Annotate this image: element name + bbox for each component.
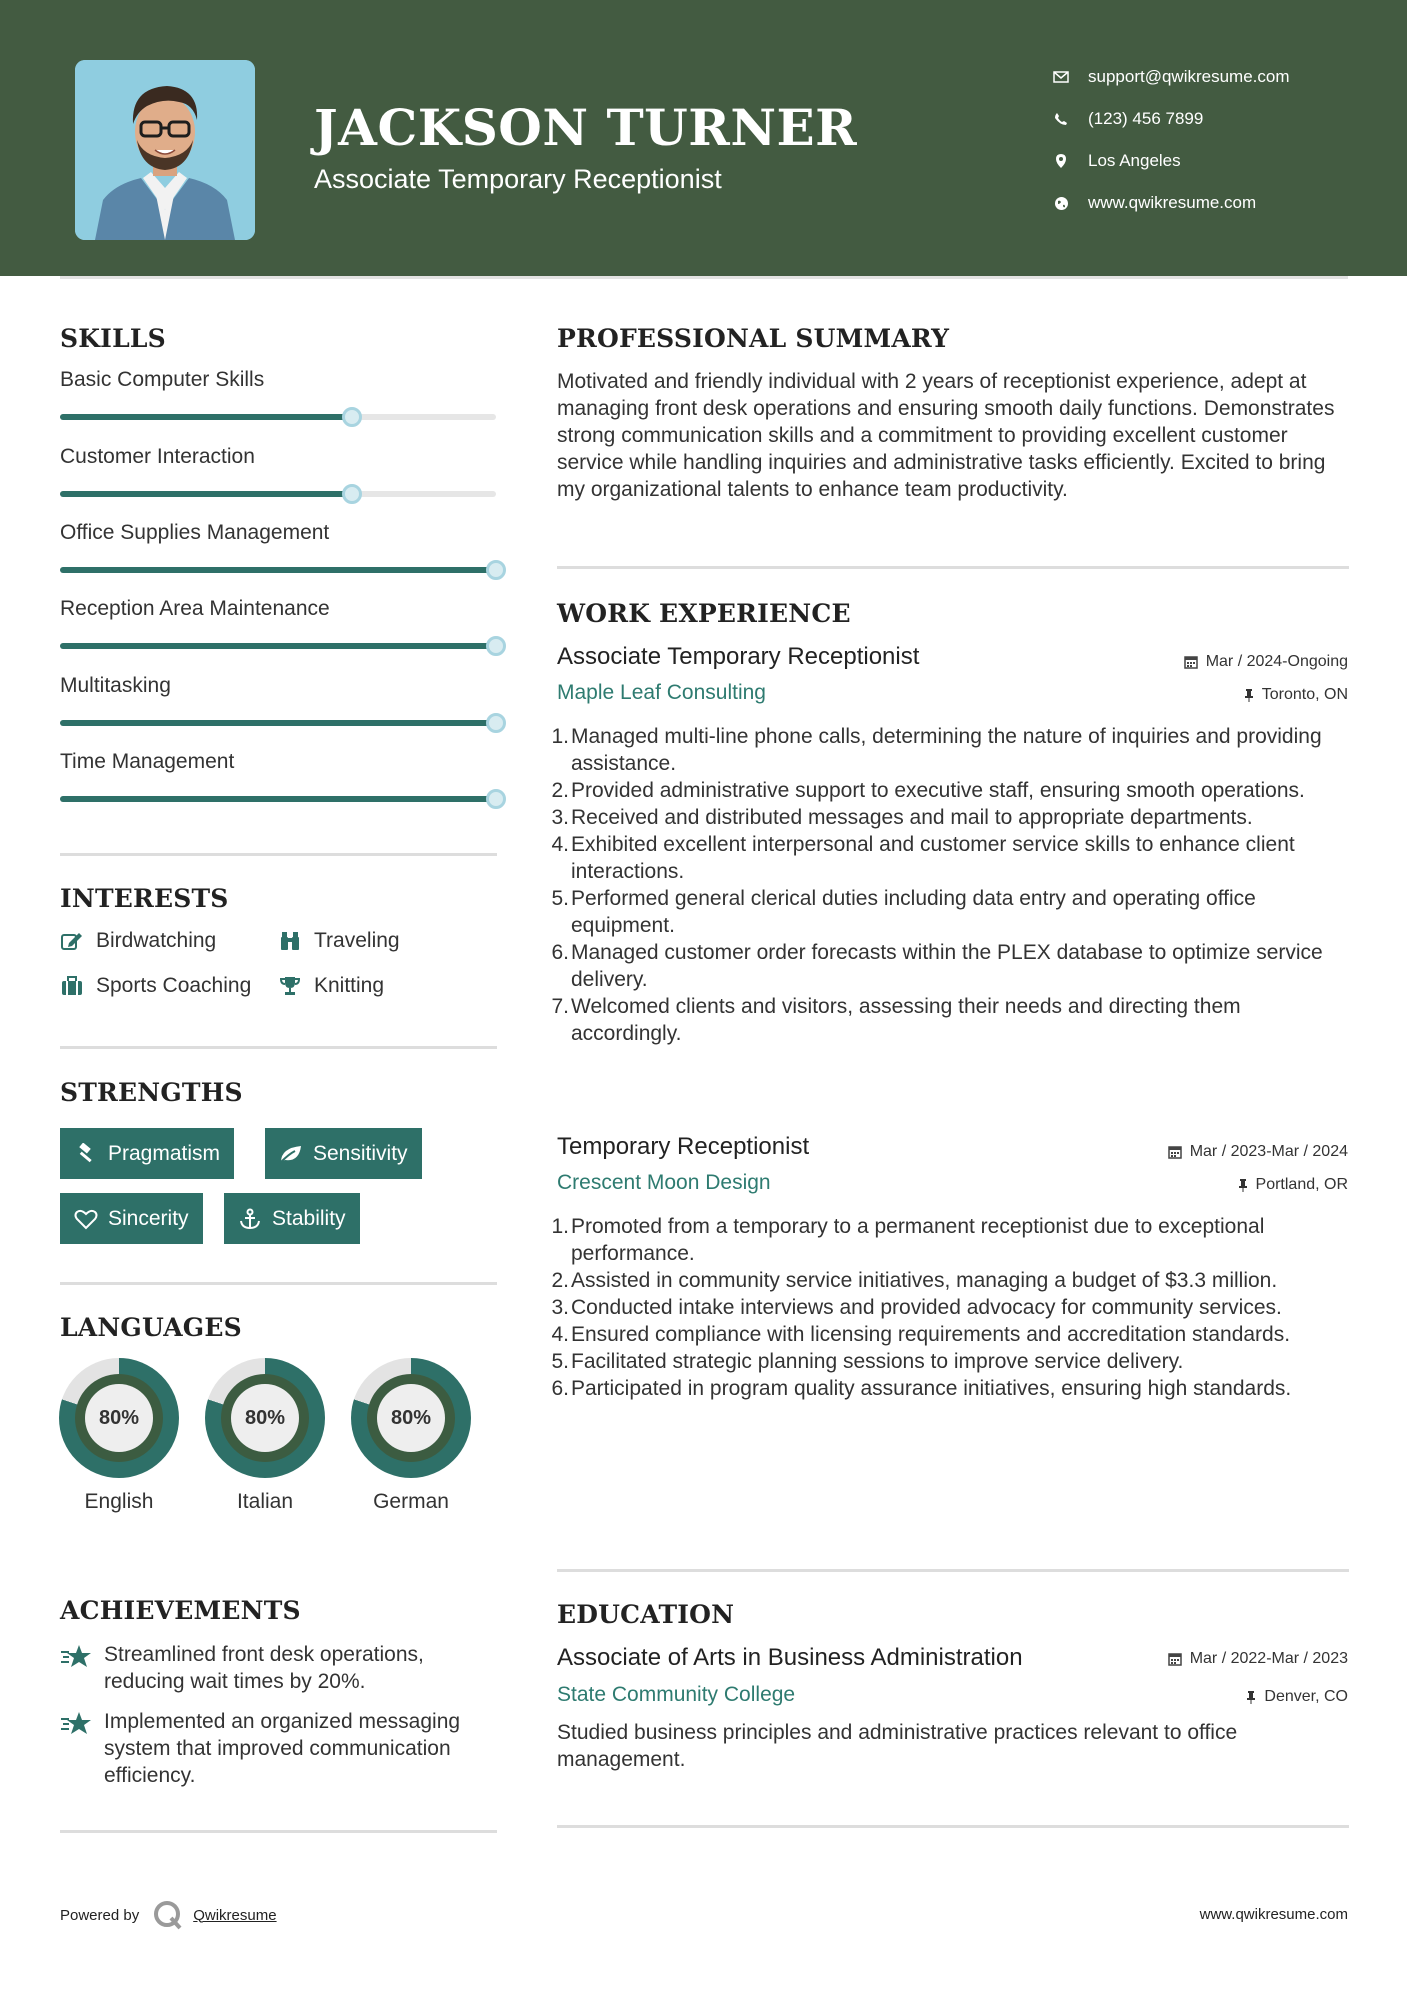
duty-text: Facilitated strategic planning sessions to improve service delivery. (571, 1350, 1184, 1373)
language-name: English (84, 1490, 154, 1513)
job-location-text: Toronto, ON (1261, 686, 1348, 703)
duty-text: Welcomed clients and visitors, assessing their needs and directing them accordingly. (571, 995, 1241, 1045)
duty-item: 2. Assisted in community service initiatives, managing a budget of $3.3 million. (557, 1267, 1349, 1294)
trophy-icon (278, 974, 302, 998)
job-duties (551, 723, 1349, 1047)
duty-item: 5. Performed general clerical duties including data entry and operating office equipment. (557, 885, 1349, 939)
candidate-name: JACKSON TURNER (314, 98, 858, 157)
section-divider (557, 1825, 1349, 1828)
strength-label: Pragmatism (108, 1141, 221, 1165)
duty-item: 6. Participated in program quality assurance initiatives, ensuring high standards. (557, 1375, 1349, 1402)
job-dates (1168, 1143, 1348, 1161)
footer-website[interactable]: www.qwikresume.com (1199, 1906, 1348, 1923)
achievements-heading: ACHIEVEMENTS (60, 1596, 301, 1625)
interest-label: Knitting (314, 974, 385, 997)
summary-text: Motivated and friendly individual with 2 years of receptionist experience, adept at managing front desk operations and ensuring smooth daily functions. Demonstrates strong communication skills and a commitment to providing excellent customer service while handling inquiries and administrative tasks efficiently. Excited to bring my organizational talents to enhance team productivity. (557, 370, 1335, 501)
strength-tag (60, 1193, 203, 1244)
achievement-item (60, 1641, 500, 1695)
profile-photo (75, 60, 255, 240)
binoculars-icon (278, 929, 302, 953)
contact-list (1050, 56, 1290, 224)
star-icon (60, 1708, 92, 1789)
pin-icon (1246, 1690, 1256, 1704)
education-description: Studied business principles and administrative practices relevant to office management. (557, 1721, 1238, 1771)
calendar-icon (1184, 655, 1198, 669)
education-location-text: Denver, CO (1264, 1688, 1348, 1705)
job-dates-text: Mar / 2023-Mar / 2024 (1189, 1143, 1348, 1160)
duty-item: 1. Promoted from a temporary to a permanent receptionist due to exceptional performance. (557, 1213, 1349, 1267)
education-heading: EDUCATION (557, 1600, 735, 1629)
job-dates-text: Mar / 2024-Ongoing (1205, 653, 1348, 670)
language-percent: 80% (231, 1384, 299, 1452)
contact-website[interactable] (1050, 182, 1290, 224)
section-divider (60, 1282, 497, 1285)
candidate-role: Associate Temporary Receptionist (314, 164, 722, 194)
education-dates (1168, 1650, 1348, 1668)
skill-label: Customer Interaction (60, 445, 255, 468)
duty-item: 3. Conducted intake interviews and provided advocacy for community services. (557, 1294, 1349, 1321)
language-name: German (373, 1490, 449, 1513)
duty-text: Ensured compliance with licensing requirements and accreditation standards. (571, 1323, 1291, 1346)
skill-bar (60, 567, 496, 573)
skill-bar-fill (60, 643, 496, 649)
strength-tag (60, 1128, 234, 1179)
language-item (351, 1358, 471, 1514)
language-percent: 80% (85, 1384, 153, 1452)
globe-icon (1050, 196, 1072, 211)
contact-website-text: www.qwikresume.com (1088, 193, 1257, 212)
duty-item: 5. Facilitated strategic planning sessions to improve service delivery. (557, 1348, 1349, 1375)
skill-bar-knob (486, 560, 506, 580)
envelope-icon (1050, 71, 1072, 83)
skill-bar (60, 414, 496, 420)
job-title: Temporary Receptionist (557, 1133, 810, 1160)
skill-bar (60, 796, 496, 802)
duty-item: 6. Managed customer order forecasts within the PLEX database to optimize service delivery. (557, 939, 1349, 993)
interest-label: Birdwatching (96, 929, 217, 952)
duty-text: Provided administrative support to executive staff, ensuring smooth operations. (571, 779, 1305, 802)
qwikresume-link[interactable]: Qwikresume (193, 1906, 277, 1924)
duty-text: Performed general clerical duties including data entry and operating office equipment. (571, 887, 1256, 937)
pin-icon (1244, 688, 1254, 702)
skill-label: Time Management (60, 750, 235, 773)
duty-item: 7. Welcomed clients and visitors, assessing their needs and directing them accordingly. (557, 993, 1349, 1047)
interests-heading: INTERESTS (60, 884, 229, 913)
header-divider (60, 276, 1348, 279)
strength-label: Sensitivity (313, 1141, 408, 1165)
section-divider (557, 566, 1349, 569)
resume-header (0, 0, 1407, 276)
contact-location-text: Los Angeles (1088, 151, 1181, 170)
job-dates (1184, 653, 1348, 671)
company-name: Crescent Moon Design (557, 1171, 771, 1194)
heart-icon (74, 1207, 98, 1231)
contact-email-text: support@qwikresume.com (1088, 67, 1290, 86)
company-name: Maple Leaf Consulting (557, 681, 766, 704)
phone-icon (1050, 112, 1072, 126)
skill-bar-fill (60, 567, 496, 573)
section-divider (60, 1830, 497, 1833)
leaf-icon (279, 1142, 303, 1166)
summary-heading: PROFESSIONAL SUMMARY (557, 324, 950, 353)
contact-phone[interactable] (1050, 98, 1290, 140)
education-dates-text: Mar / 2022-Mar / 2023 (1189, 1650, 1348, 1667)
powered-by-text: Powered by (60, 1906, 140, 1924)
strength-label: Stability (272, 1206, 346, 1230)
interest-label: Sports Coaching (96, 974, 252, 997)
section-divider (557, 1569, 1349, 1572)
skill-bar-knob (486, 636, 506, 656)
strengths-heading: STRENGTHS (60, 1078, 243, 1107)
school-name: State Community College (557, 1683, 796, 1706)
calendar-icon (1168, 1145, 1182, 1159)
duty-item: 3. Received and distributed messages and mail to appropriate departments. (557, 804, 1349, 831)
language-percent: 80% (377, 1384, 445, 1452)
languages-heading: LANGUAGES (60, 1313, 242, 1342)
duty-text: Managed multi-line phone calls, determining the nature of inquiries and providing assistance. (571, 725, 1322, 775)
skill-label: Multitasking (60, 674, 171, 697)
skill-bar-knob (486, 713, 506, 733)
degree-title: Associate of Arts in Business Administration (557, 1644, 1023, 1671)
interest-item (60, 929, 216, 953)
skill-label: Basic Computer Skills (60, 368, 265, 391)
achievement-text: Streamlined front desk operations, reducing wait times by 20%. (104, 1643, 424, 1693)
contact-phone-text: (123) 456 7899 (1088, 109, 1204, 128)
skill-bar (60, 643, 496, 649)
duty-text: Managed customer order forecasts within the PLEX database to optimize service delivery. (571, 941, 1323, 991)
education-location (1246, 1688, 1348, 1706)
skill-bar (60, 720, 496, 726)
calendar-icon (1168, 1652, 1182, 1666)
contact-email[interactable] (1050, 56, 1290, 98)
job-duties (551, 1213, 1349, 1402)
duty-text: Promoted from a temporary to a permanent receptionist due to exceptional performance. (571, 1215, 1265, 1265)
interest-item (278, 974, 384, 998)
language-name: Italian (236, 1490, 294, 1513)
duty-item: 1. Managed multi-line phone calls, determining the nature of inquiries and providing assistance. (557, 723, 1349, 777)
briefcase-icon (60, 974, 84, 998)
gavel-icon (74, 1142, 98, 1166)
job-location-text: Portland, OR (1255, 1176, 1348, 1193)
experience-heading: WORK EXPERIENCE (557, 599, 851, 628)
duty-item: 4. Ensured compliance with licensing requirements and accreditation standards. (557, 1321, 1349, 1348)
skills-heading: SKILLS (60, 324, 166, 353)
section-divider (60, 853, 497, 856)
achievement-text: Implemented an organized messaging system that improved communication efficiency. (104, 1710, 461, 1787)
skill-bar (60, 491, 496, 497)
duty-item: 4. Exhibited excellent interpersonal and customer service skills to enhance client interactions. (557, 831, 1349, 885)
interest-item (60, 974, 251, 998)
duty-text: Exhibited excellent interpersonal and customer service skills to enhance client interactions. (571, 833, 1295, 883)
job-location (1244, 686, 1348, 704)
skill-bar-knob (342, 484, 362, 504)
skill-bar-knob (342, 407, 362, 427)
skill-label: Office Supplies Management (60, 521, 330, 544)
location-icon (1050, 153, 1072, 169)
job-title: Associate Temporary Receptionist (557, 643, 920, 670)
language-donut (205, 1358, 325, 1478)
pin-icon (1238, 1178, 1248, 1192)
footer-powered-by (60, 1900, 277, 1930)
star-icon (60, 1641, 92, 1695)
strength-tag (265, 1128, 422, 1179)
duty-text: Participated in program quality assurance initiatives, ensuring high standards. (571, 1377, 1292, 1400)
language-donut (59, 1358, 179, 1478)
duty-text: Received and distributed messages and mail to appropriate departments. (571, 806, 1253, 829)
strength-tag (224, 1193, 360, 1244)
contact-location (1050, 140, 1290, 182)
qwikresume-logo-icon (153, 1900, 183, 1930)
strength-label: Sincerity (108, 1206, 189, 1230)
skill-bar-fill (60, 720, 496, 726)
language-item (59, 1358, 179, 1514)
duty-text: Assisted in community service initiatives, managing a budget of $3.3 million. (571, 1269, 1278, 1292)
skill-bar-knob (486, 789, 506, 809)
edit-icon (60, 929, 84, 953)
skill-bar-fill (60, 796, 496, 802)
skill-bar-fill (60, 414, 352, 420)
interest-item (278, 929, 400, 953)
anchor-icon (238, 1207, 262, 1231)
skill-label: Reception Area Maintenance (60, 597, 330, 620)
interest-label: Traveling (314, 929, 400, 952)
language-donut (351, 1358, 471, 1478)
achievement-item (60, 1708, 500, 1789)
duty-item: 2. Provided administrative support to executive staff, ensuring smooth operations. (557, 777, 1349, 804)
language-item (205, 1358, 325, 1514)
skill-bar-fill (60, 491, 352, 497)
duty-text: Conducted intake interviews and provided advocacy for community services. (571, 1296, 1282, 1319)
job-location (1238, 1176, 1348, 1194)
section-divider (60, 1046, 497, 1049)
